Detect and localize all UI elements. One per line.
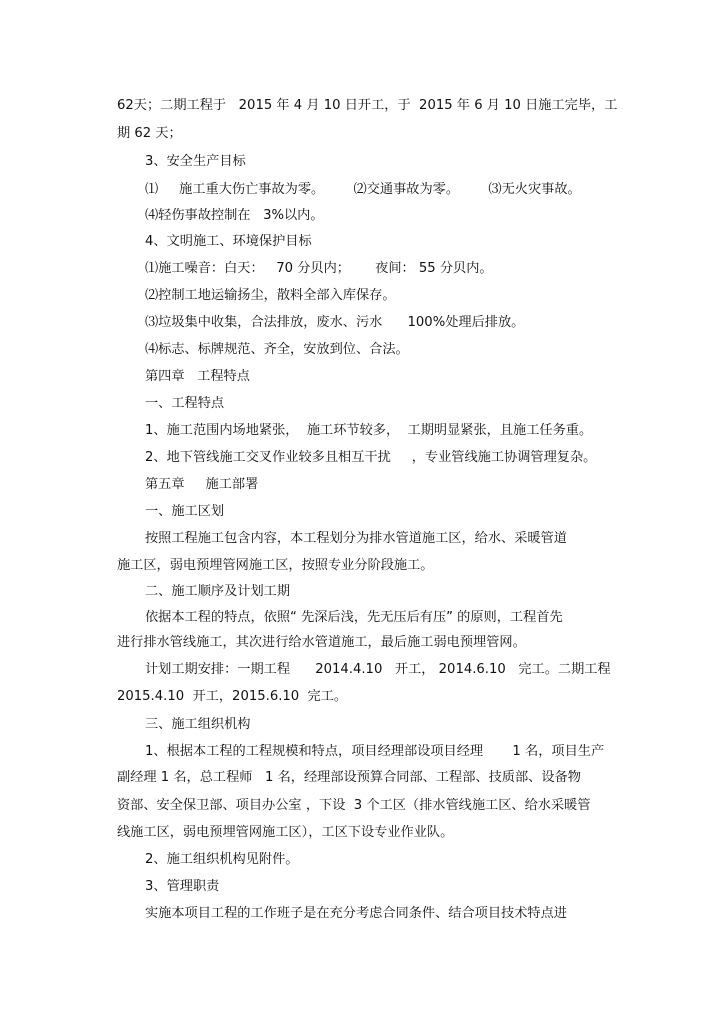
section-heading: 3、安全生产目标 [145, 154, 246, 169]
text-line: 实施本项目工程的工作班子是在充分考虑合同条件、结合项目技术特点进 [145, 906, 567, 921]
text-line: ⑴ 施工重大伤亡事故为零。 ⑵交通事故为零。 ⑶无火灾事故。 [145, 182, 581, 197]
text-line: 62天；二期工程于 2015 年 4 月 10 日开工，于 2015 年 6 月 10 日施工完毕，工 [117, 98, 618, 113]
text-line: 2015.4.10 开工，2015.6.10 完工。 [117, 689, 348, 704]
text-line: 计划工期安排：一期工程 2014.4.10 开工， 2014.6.10 完工。二期工程 [145, 662, 611, 677]
text-line: 线施工区，弱电预埋管网施工区），工区下设专业作业队。 [117, 825, 454, 840]
text-line: 1、施工范围内场地紧张， 施工环节较多， 工期明显紧张，且施工任务重。 [145, 423, 593, 438]
section-heading: 3、管理职责 [145, 879, 220, 894]
chapter-heading: 第四章 工程特点 [145, 369, 250, 384]
text-line: 1、根据本工程的工程规模和特点，项目经理部设项目经理 1 名，项目生产 [145, 744, 605, 759]
section-heading: 一、施工区划 [145, 504, 225, 519]
text-line: 期 62 天； [117, 126, 182, 141]
text-line: ⑴施工噪音：白天： 70 分贝内； 夜间： 55 分贝内。 [145, 261, 493, 276]
section-heading: 4、文明施工、环境保护目标 [145, 234, 312, 249]
text-line: ⑷标志、标牌规范、齐全，安放到位、合法。 [145, 342, 409, 357]
text-line: 副经理 1 名，总工程师 1 名，经理部设预算合同部、工程部、技质部、设备物 [117, 770, 581, 785]
text-line: 2、地下管线施工交叉作业较多且相互干扰 ，专业管线施工协调管理复杂。 [145, 450, 597, 465]
text-line: 依据本工程的特点，依照“ 先深后浅，先无压后有压” 的原则，工程首先 [145, 610, 563, 625]
text-line: 2、施工组织机构见附件。 [145, 852, 299, 867]
chapter-heading: 第五章 施工部署 [145, 477, 259, 492]
text-line: ⑶垃圾集中收集，合法排放，废水、污水 100%处理后排放。 [145, 315, 525, 330]
section-heading: 三、施工组织机构 [145, 717, 251, 732]
section-heading: 二、施工顺序及计划工期 [145, 584, 291, 599]
text-line: ⑷轻伤事故控制在 3%以内。 [145, 208, 324, 223]
text-line: 资部、安全保卫部、项目办公室 ，下设 3 个工区（排水管线施工区、给水采暖管 [117, 798, 591, 813]
text-line: 进行排水管线施工，其次进行给水管道施工，最后施工弱电预埋管网。 [117, 635, 526, 650]
text-line: 施工区，弱电预埋管网施工区，按照专业分阶段施工。 [117, 558, 434, 573]
section-heading: 一、工程特点 [145, 396, 225, 411]
text-line: 按照工程施工包含内容，本工程划分为排水管道施工区，给水、采暖管道 [145, 531, 567, 546]
text-line: ⑵控制工地运输扬尘，散料全部入库保存。 [145, 288, 396, 303]
